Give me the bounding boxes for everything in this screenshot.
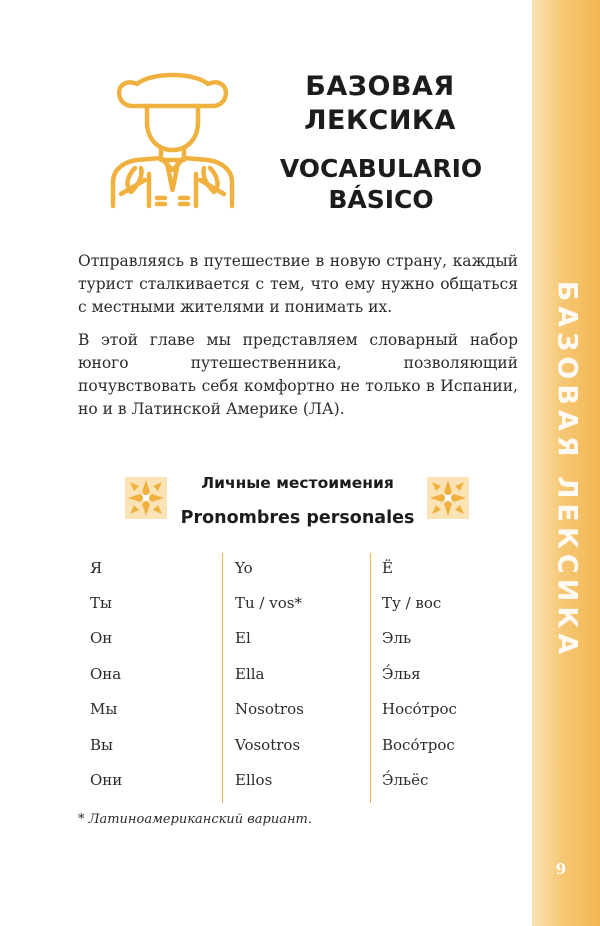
pronoun-transcription: Э́льёс — [382, 771, 429, 789]
chapter-title-ru-line-2: ЛЕКСИКА — [304, 105, 456, 136]
pronoun-transcription: Восо́трос — [382, 736, 455, 754]
chapter-title-es — [265, 153, 497, 215]
chapter-title-es-line-1: VOCABULARIO — [279, 154, 483, 183]
pronoun-ru: Вы — [90, 736, 113, 754]
pronoun-es: Nosotros — [235, 700, 304, 718]
section-title-es: Pronombres personales — [180, 508, 415, 528]
pronoun-ru: Мы — [90, 700, 118, 718]
chapter-title-ru-line-1: БАЗОВАЯ — [305, 71, 455, 102]
table-row — [78, 659, 518, 694]
pronoun-es: Vosotros — [235, 736, 301, 754]
pronoun-ru: Я — [90, 559, 103, 577]
pronoun-ru: Она — [90, 665, 122, 683]
intro-text — [78, 250, 518, 431]
pronoun-transcription: Ту / вос — [382, 594, 442, 612]
pronoun-transcription: Ё — [382, 559, 393, 577]
footnote: * Латиноамериканский вариант. — [78, 812, 313, 827]
pronouns-table — [78, 553, 518, 803]
section-title-ru: Личные местоимения — [201, 474, 394, 492]
pronoun-transcription: Э́лья — [382, 665, 421, 683]
intro-paragraph-2: В этой главе мы представляем словарный набор юного путешественника, позволяющий почувствовать себя комфортно не только в Испании, но и в Латинской Америке (ЛА). — [78, 331, 518, 418]
ornament-icon — [426, 476, 470, 520]
pronoun-es: Ellos — [235, 771, 273, 789]
page-number: 9 — [555, 860, 567, 878]
pronoun-ru: Ты — [90, 594, 112, 612]
chapter-title-es-line-2: BÁSICO — [328, 185, 434, 214]
pronoun-transcription: Эль — [382, 629, 412, 647]
pronoun-ru: Они — [90, 771, 123, 789]
sidebar-chapter-title: БАЗОВАЯ ЛЕКСИКА — [551, 280, 583, 660]
chapter-title-ru — [290, 70, 470, 138]
pronoun-transcription: Носо́трос — [382, 700, 457, 718]
pronoun-es: Ella — [235, 665, 265, 683]
table-row — [78, 730, 518, 765]
pronoun-es: El — [235, 629, 251, 647]
table-row — [78, 588, 518, 623]
pronoun-es: Yo — [235, 559, 253, 577]
pronoun-ru: Он — [90, 629, 113, 647]
pronoun-es: Tu / vos* — [235, 594, 302, 612]
table-row — [78, 623, 518, 658]
intro-paragraph-1: Отправляясь в путешествие в новую страну, каждый турист сталкивается с тем, что ему нужно общаться с местными жителями и понимать их. — [78, 252, 518, 316]
table-row — [78, 765, 518, 800]
bullfighter-icon — [105, 70, 240, 210]
ornament-icon — [124, 476, 168, 520]
table-row — [78, 694, 518, 729]
table-row — [78, 553, 518, 588]
